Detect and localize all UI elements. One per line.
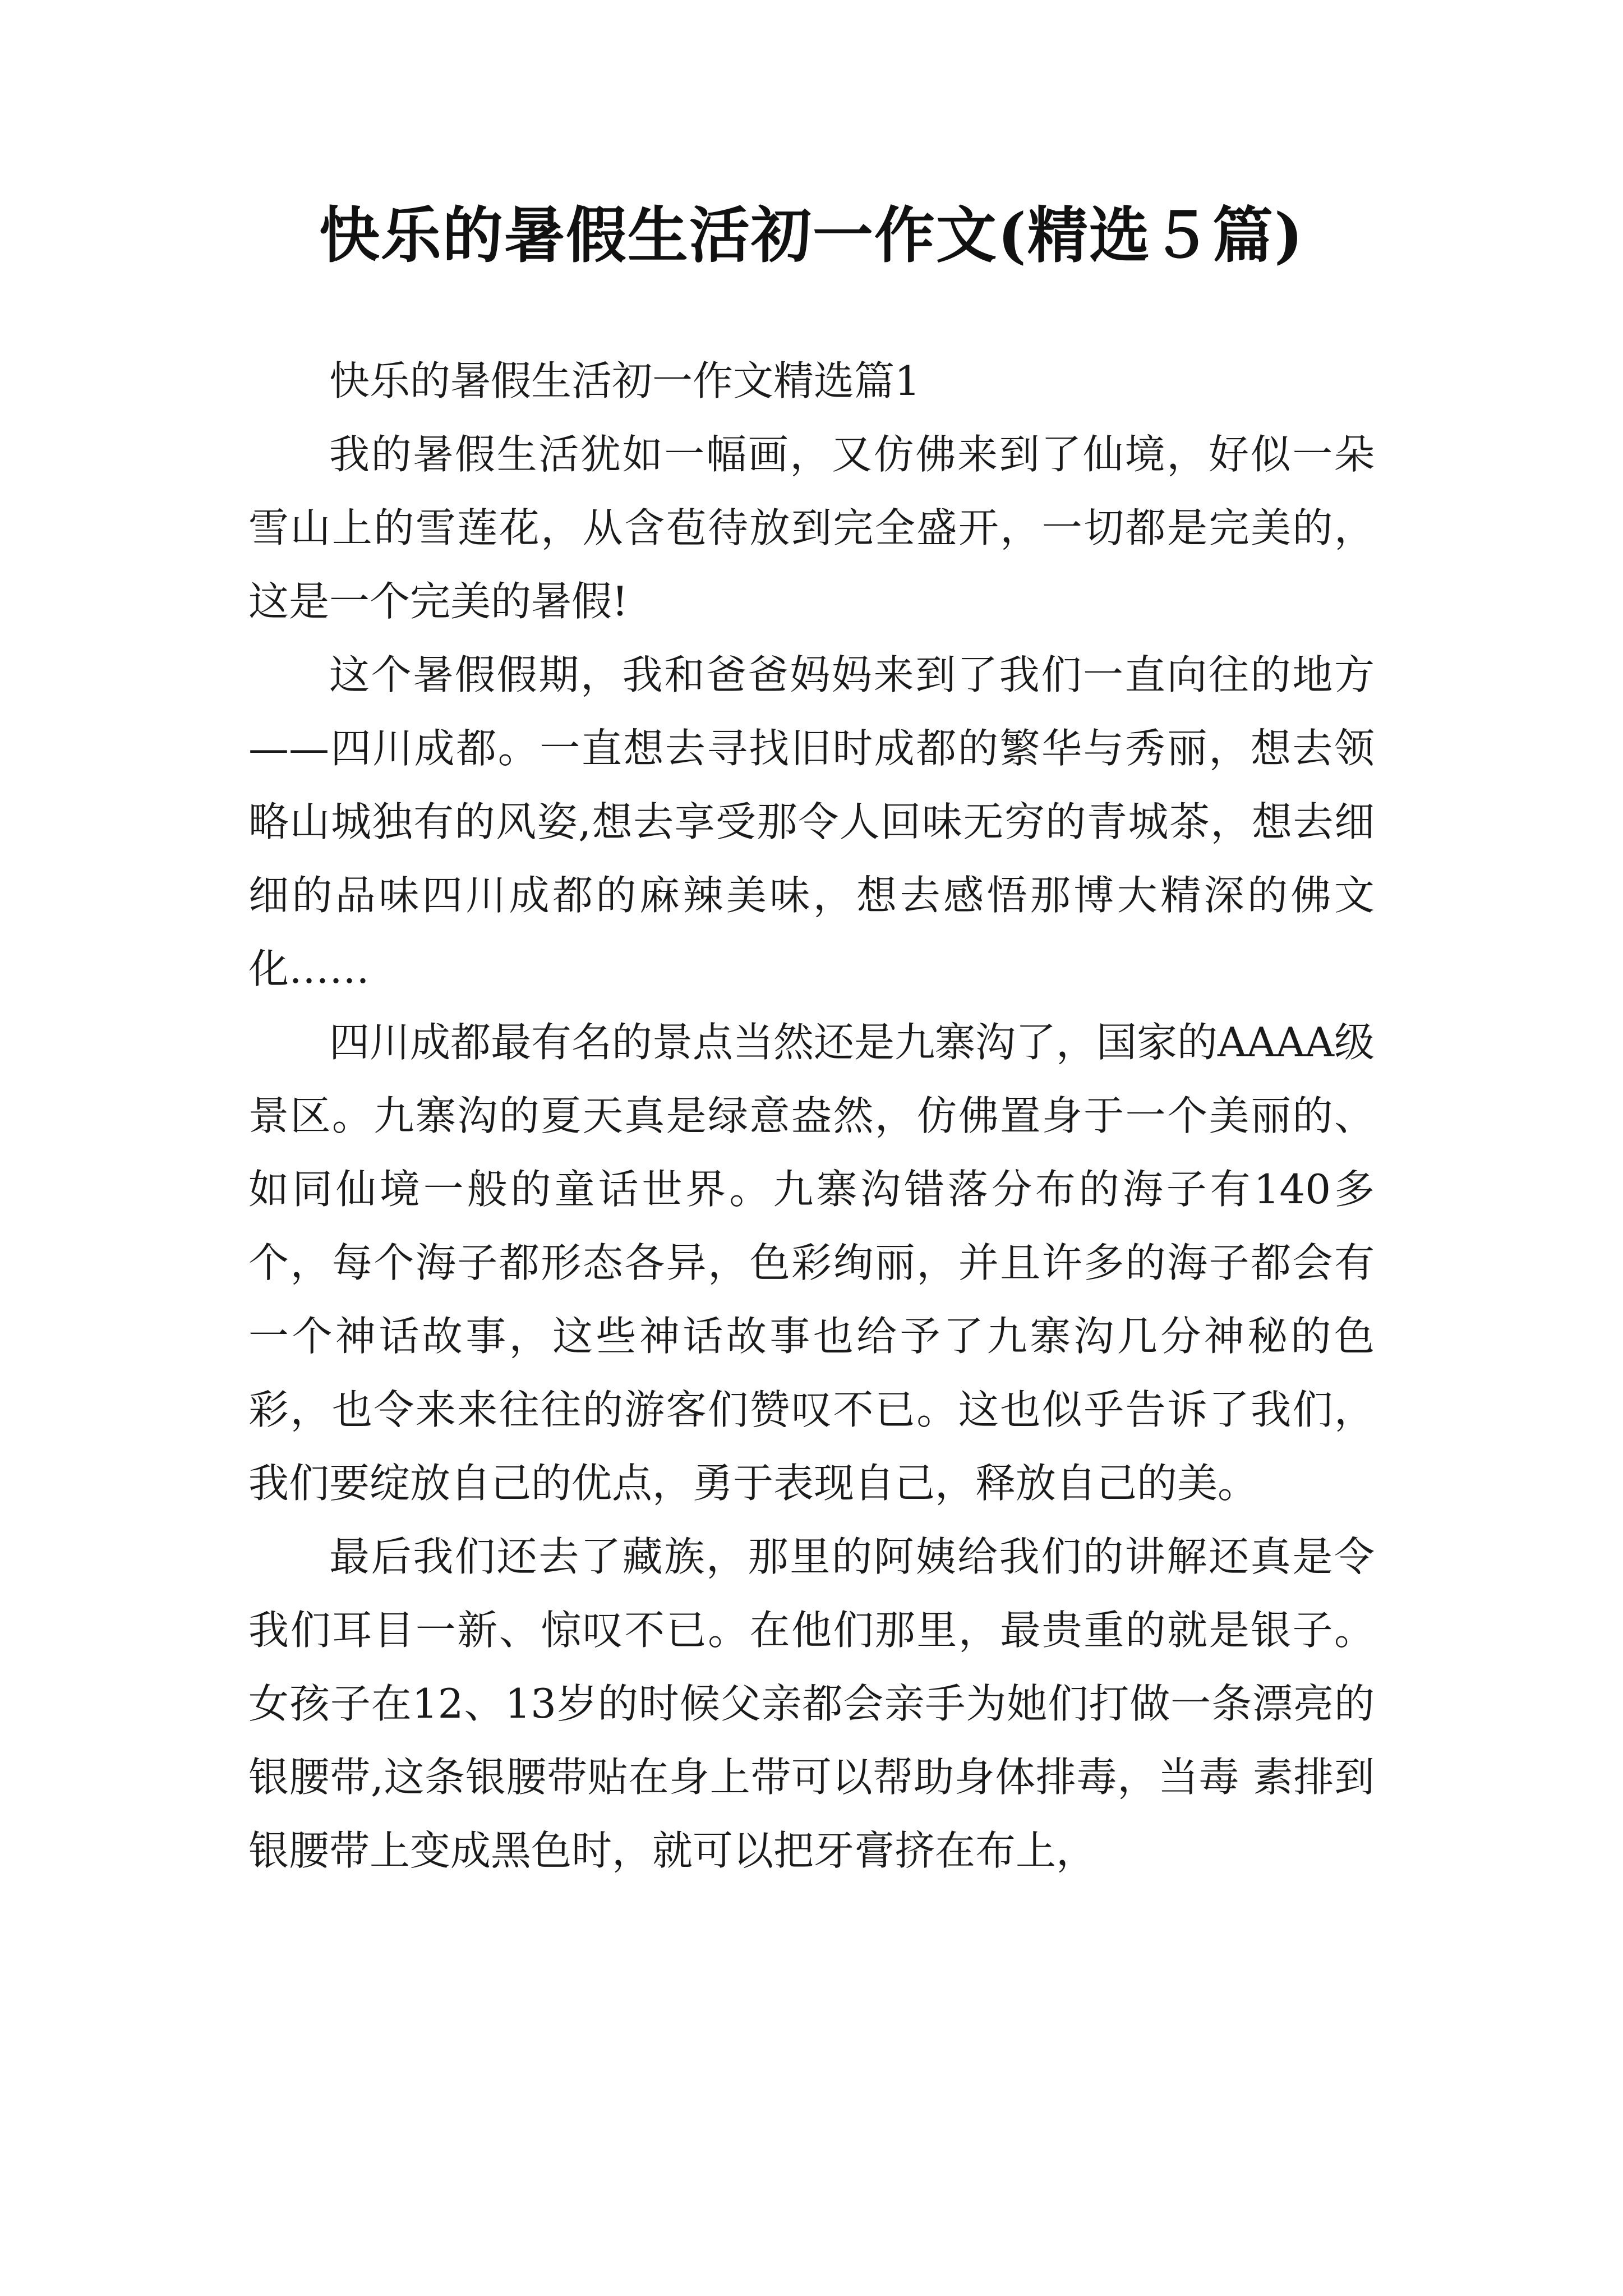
paragraph-4: 最后我们还去了藏族，那里的阿姨给我们的讲解还真是令我们耳目一新、惊叹不已。在他们那里，最贵重的就是银子。女孩子在12、13岁的时候父亲都会亲手为她们打做一条漂亮的银腰带,这条银腰带贴在身上带可以帮助身体排毒，当毒 素排到银腰带上变成黑色时，就可以把牙膏挤在布上， bbox=[248, 1533, 1375, 1874]
paragraph-2: 这个暑假假期，我和爸爸妈妈来到了我们一直向往的地方——四川成都。一直想去寻找旧时成都的繁华与秀丽，想去领略山城独有的风姿,想去享受那令人回味无穷的青城茶，想去细细的品味四川成都的麻辣美味，想去感悟那博大精深的佛文化…… bbox=[248, 651, 1375, 992]
paragraph-1: 我的暑假生活犹如一幅画，又仿佛来到了仙境，好似一朵雪山上的雪莲花，从含苞待放到完全盛开，一切都是完美的，这是一个完美的暑假! bbox=[248, 431, 1375, 625]
document-body bbox=[248, 344, 1375, 1888]
document-title: 快乐的暑假生活初一作文(精选５篇) bbox=[319, 200, 1304, 271]
paragraph-3: 四川成都最有名的景点当然还是九寨沟了，国家的AAAA级景区。九寨沟的夏天真是绿意盎然，仿佛置身于一个美丽的、如同仙境一般的童话世界。九寨沟错落分布的海子有140多个，每个海子都形态各异，色彩绚丽，并且许多的海子都会有一个神话故事，这些神话故事也给予了九寨沟几分神秘的色彩，也令来来往往的游客们赞叹不已。这也似乎告诉了我们，我们要绽放自己的优点，勇于表现自己，释放自己的美。 bbox=[248, 1019, 1375, 1507]
section-heading: 快乐的暑假生活初一作文精选篇1 bbox=[329, 357, 920, 404]
